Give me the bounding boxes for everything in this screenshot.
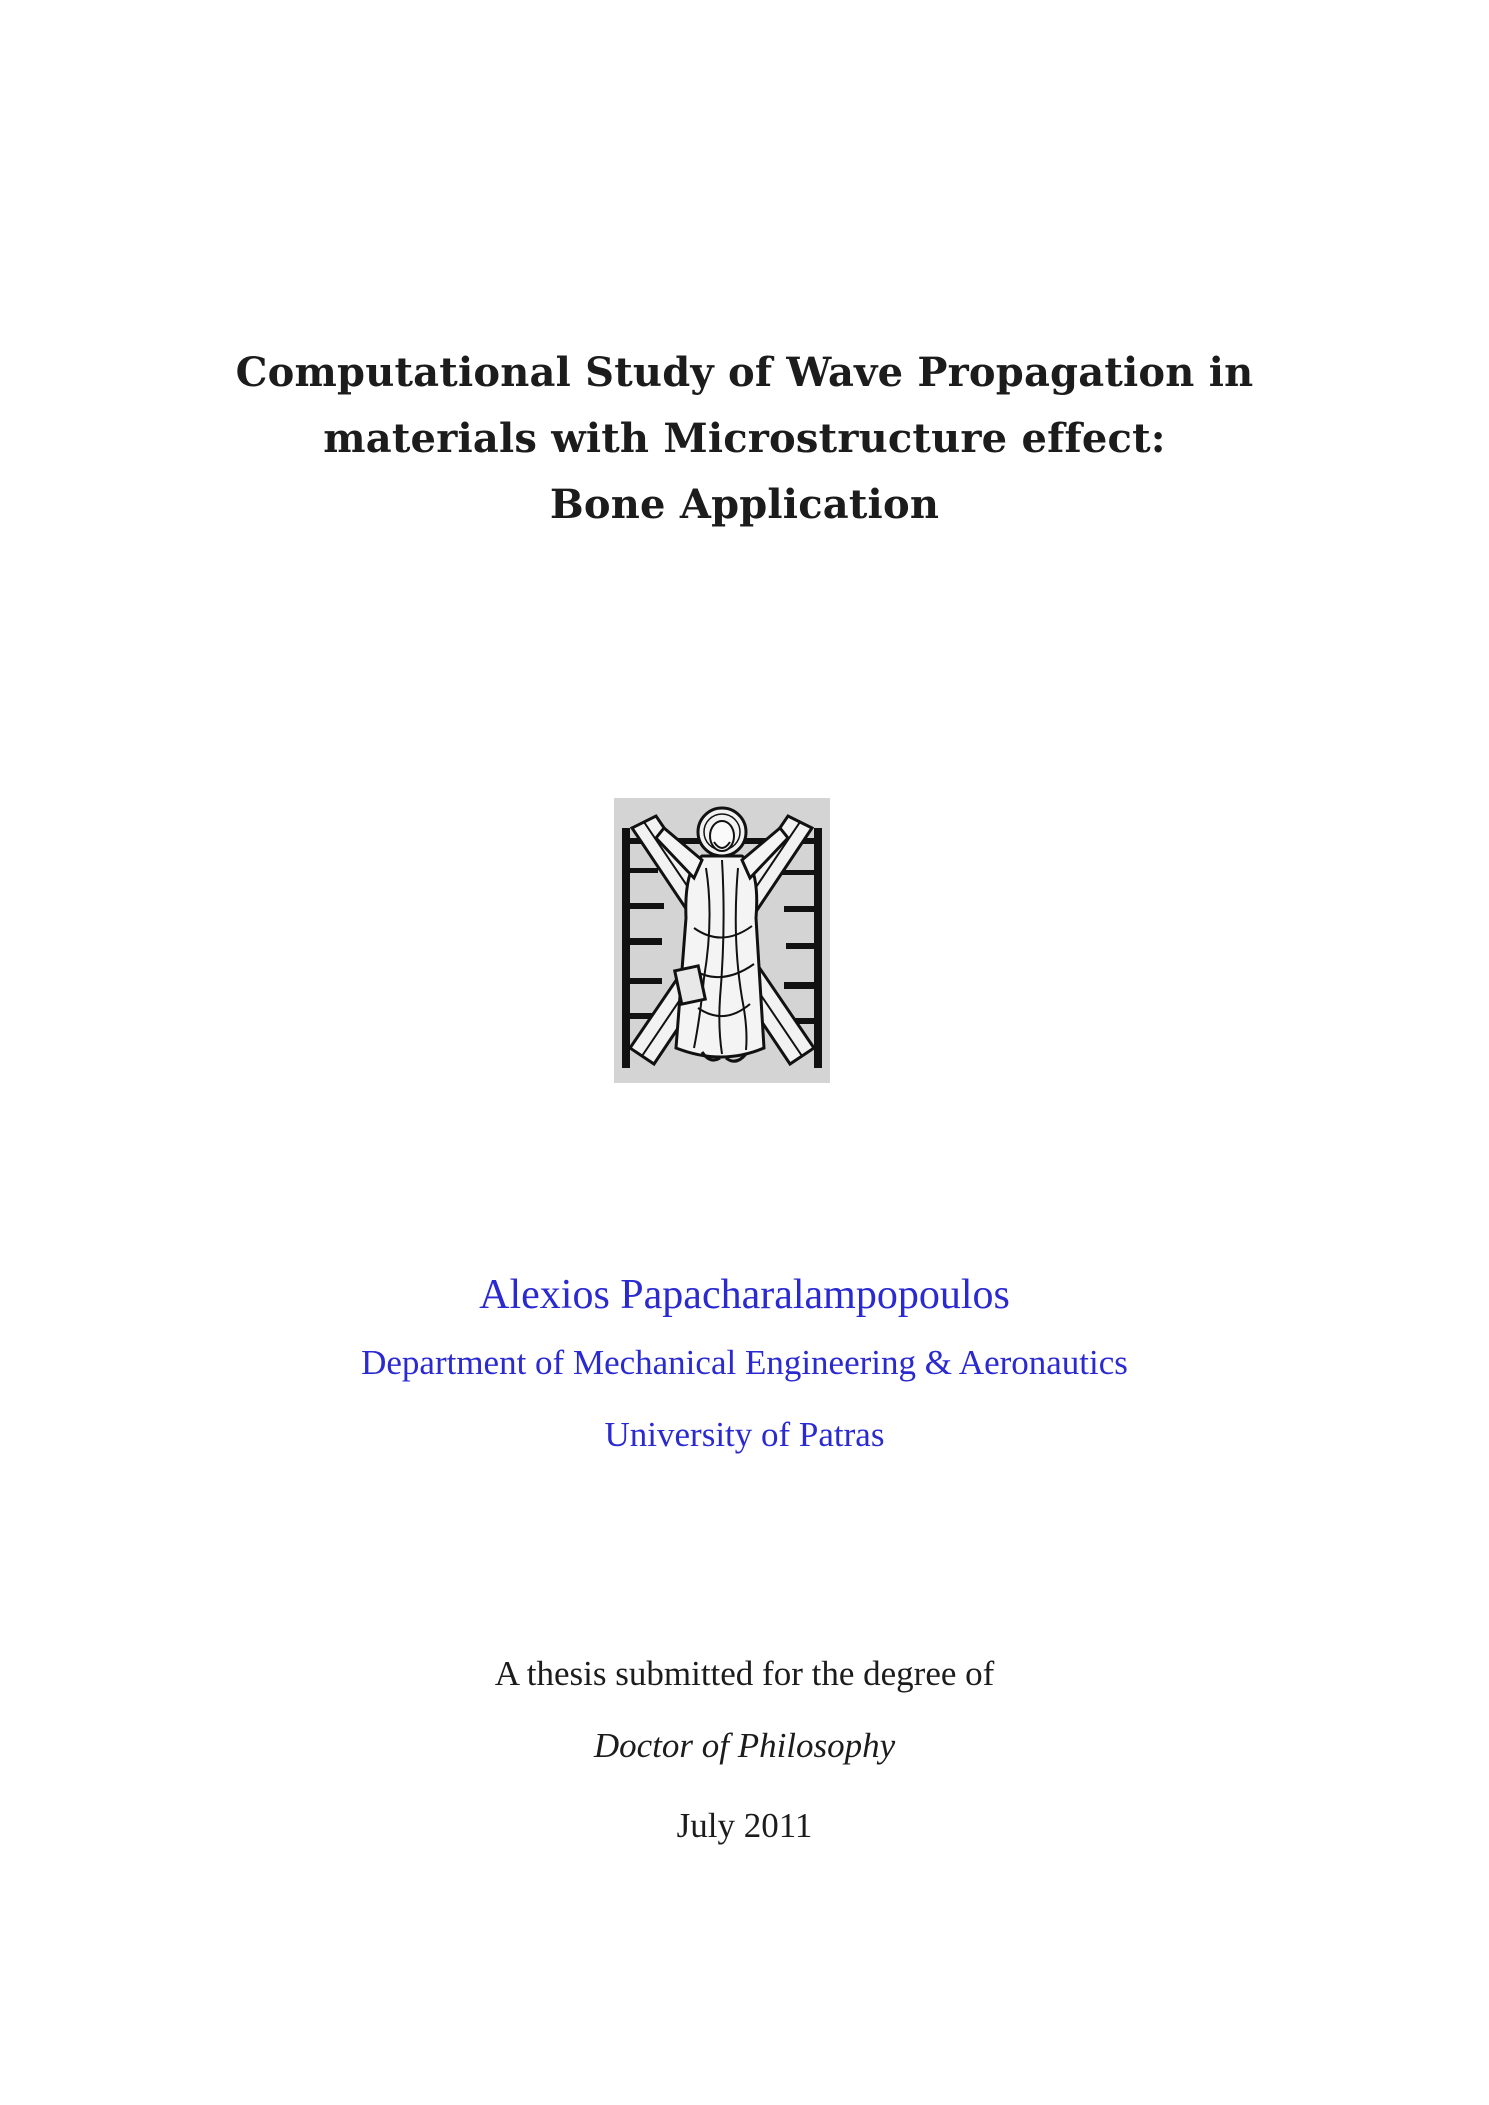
author-name: Alexios Papacharalampopoulos — [479, 1272, 1010, 1318]
degree-name: Doctor of Philosophy — [593, 1726, 896, 1765]
author-info — [0, 1265, 1489, 1459]
submission-statement: A thesis submitted for the degree of — [494, 1654, 995, 1693]
degree-info — [0, 1650, 1489, 1850]
title-line-2: materials with Microstructure effect: — [323, 415, 1166, 462]
title-line-1: Computational Study of Wave Propagation in — [235, 349, 1254, 396]
submission-date: July 2011 — [676, 1806, 813, 1845]
saint-andrew-emblem-icon — [614, 798, 830, 1083]
thesis-title — [0, 340, 1489, 538]
title-line-3: Bone Application — [549, 481, 940, 528]
department-name: Department of Mechanical Engineering & Aeronautics — [361, 1343, 1128, 1382]
university-name: University of Patras — [604, 1415, 885, 1454]
